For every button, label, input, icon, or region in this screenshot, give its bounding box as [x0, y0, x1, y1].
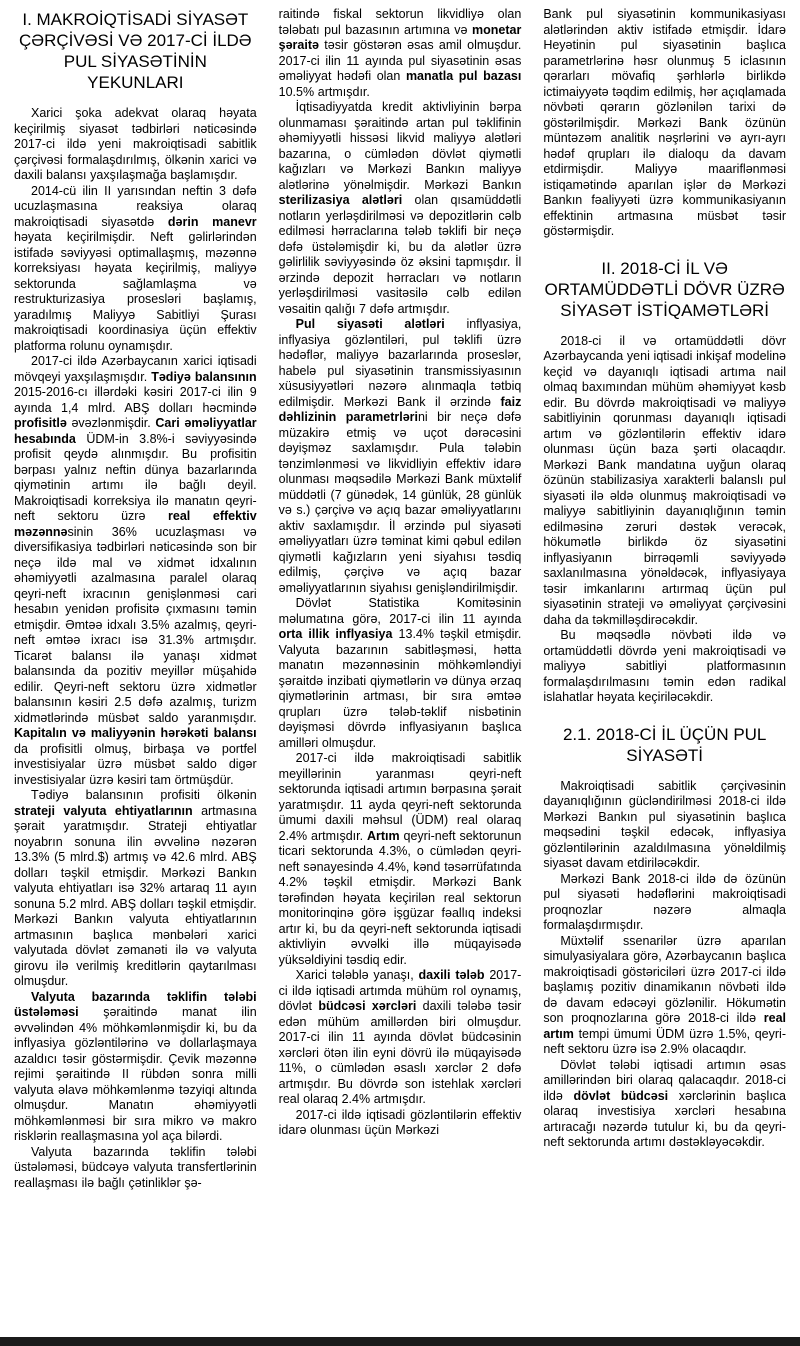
paragraph: 2017-ci ildə makroiqtisadi sabitlik meyillərinin yaranması qeyri-neft sektorunda iqtisadi artımın bərpasına şərait yaratmışdır. 11 ayda qeyri-neft sektorunda ümumi daxili məhsul (ÜDM) real olaraq 2.4% artmışdır. Artım qeyri-neft sektorunun ticari sektorunda 4.3%, o cümlədən qeyri-neft sənayesində 4.4%, kənd təsərrüfatında 4.2% təşkil etmişdir. Mərkəzi Bank tərəfindən həyata keçirilən real sektorun monitorinqinə görə işgüzar fəallıq indeksi artır ki, bu da qeyri-neft sektorunda iqtisadi aktivliyin əvvəlki illə müqayisədə yüksəldiyini təsdiq edir. — [278, 751, 522, 967]
column-2 — [279, 7, 522, 1191]
paragraph: Tədiyə balansının profisiti ölkənin strateji valyuta ehtiyatlarının artmasına şərait yaratmışdır. Strateji ehtiyatlar noyabrın sonuna ilin əvvəlinə nəzərən 13.3% (5 mlrd.$) artmış və 42.6 mlrd. ABŞ dolları təşkil etmişdir. Mərkəzi Bankın valyuta ehtiyatları isə 32% artaraq 11 ayın sonuna 5.2 mlrd. ABŞ dolları təşkil etmişdir. Mərkəzi Bankın valyuta ehtiyatlarının artmasının başlıca mənbələri xarici valyutada dövlət zəmanəti ilə və valyuta girovu ilə verilmiş kreditlərin qaytarılması olmuşdur. — [14, 788, 257, 988]
paragraph: 2018-ci il və ortamüddətli dövr Azərbaycanda yeni iqtisadi inkişaf modelinə keçid və dayanıqlı iqtisadi artıma nail olmaq baxımından mühüm əhəmiyyət kəsb edir. Bu dövrdə makroiqtisadi və maliyyə sabitliyinin qorunması dayanıqlı iqtisadi artım və gözləntilərin effektiv idarə olunması üçün baza şərti olacaqdır. Mərkəzi Bank mandatına uyğun olaraq özünün stabilizasiya xarakterli balanslı pul siyasəti ilə əldə olunmuş makroiqtisadi və maliyyə sabitliyinin dayanıqlığının təmin edilməsinə zəruri dəstək verəcək, hökumətlə birlikdə öz siyasətini inflyasiyanın birrəqəmli səviyyədə saxlanılmasına yönəldəcək, inflyasiyaya təsir imkanlarını artırmaq üçün pul siyasətinin strateji və əməliyyat çərçivəsini daha da təkmilləşdirəcəkdir. — [543, 333, 786, 627]
paragraph: Dövlət Statistika Komitəsinin məlumatına görə, 2017-ci ilin 11 ayında orta illik inflyasiya 13.4% təşkil etmişdir. Valyuta bazarının sabitləşməsi, hətta manatın məzənnəsinin möhkəmləndiyi şəraitdə inzibati qiymətlərin və dünya ərzaq qiymətlərinin artması, bir sıra əmtəə qrupları üzrə tələb-təklif nisbətinin dəyişməsi dövrdə inflyasiyanın başlıca amilləri olmuşdur. — [278, 596, 522, 750]
paragraph-continuation: Bank pul siyasətinin kommunikasiyası alətlərindən aktiv istifadə etmişdir. İdarə Heyətinin pul siyasətinin başlıca parametrlərinə həsr olunmuş 5 iclasının qərarları mövafiq şərhlərlə birlikdə ictimaiyyətə təqdim edilmiş, hər açıqlamada növbəti qərarın gözlənilən tarixi də göstərilmişdir. Mərkəzi Bank özünün müntəzəm analitik nəşrlərini və ayrı-ayrı hədəf qrupları ilə dialoqu da davam etdirmişdir. Maliyyə maariflənməsi istiqamətində aparılan işlər də Mərkəzi Bankın fəaliyyəti üzrə kommunikasiyanın effektinin artmasına müsbət təsir göstərmişdir. — [543, 7, 786, 238]
paragraph: Xarici tələblə yanaşı, daxili tələb 2017-ci ildə iqtisadi artımda mühüm rol oynamış, dövlət büdcəsi xərcləri daxili tələbə təsir edən mühüm amillərdən biri olmuşdur. 2017-ci ilin 11 ayında dövlət büdcəsinin xərcləri ötən ilin eyni dövrü ilə müqayisədə 11%, o cümlədən əsaslı xərclər 2 dəfə artmışdır. Bu dövrdə son istehlak xərcləri real olaraq 2.4% artmışdır. — [278, 968, 522, 1106]
paragraph: Makroiqtisadi sabitlik çərçivəsinin dayanıqlığının gücləndirilməsi 2018-ci ildə Mərkəzi Bankın pul siyasətinin başlıca məqsədini təşkil edəcək, inflyasiya gözləntilərinin azaldılmasına yönəldilmiş siyasət davam etdiriləcəkdir. — [543, 778, 786, 870]
paragraph-continuation: raitində fiskal sektorun likvidliyə olan tələbatı pul bazasının artımına və monetar şəraitə təsir göstərən əsas amil olmuşdur. 2017-ci ilin 11 ayında pul siyasətinin əsas əməliyyat hədəfi olan manatla pul bazası 10.5% artmışdır. — [278, 7, 522, 99]
section-heading-1: I. MAKROİQTİSADİ SİYASƏT ÇƏRÇİVƏSİ VƏ 2017-Cİ İLDƏ PUL SİYASƏTİNİN YEKUNLARI — [19, 10, 252, 92]
paragraph: Xarici şoka adekvat olaraq həyata keçirilmiş siyasət tədbirləri nəticəsində 2017-ci ildə yeni makroiqtisadi sabitlik çərçivəsi formalaşdırılmış, ölkənin xarici və daxili balansı yaxşılaşmağa başlamışdır. — [14, 106, 257, 182]
paragraph: 2014-cü ilin II yarısından neftin 3 dəfə ucuzlaşmasına reaksiya olaraq makroiqtisadi siyasətdə dərin manevr həyata keçirilmişdir. Neft gəlirlərindən istifadə səviyyəsi optimallaşmış, məzənnə korreksiyası həyata keçirilmiş, maliyyə sektorunda sağlamlaşma və restrukturizasiya prosesləri başlamış, yaradılmış Maliyyə Sabitliyi Şurası makroiqtisadi koordinasiya üçün effektiv platforma rolunu oynamışdır. — [14, 183, 257, 353]
column-3 — [543, 7, 786, 1191]
paragraph: İqtisadiyyatda kredit aktivliyinin bərpa olunmaması şəraitində artan pul təklifinin əhəmiyyətli hissəsi likvid maliyyə alətləri bazarına, o cümlədən dövlət qiymətli kağızları və Mərkəzi Bankın maliyyə alətlərinə yönəlmişdir. Mərkəzi Bankın sterilizasiya alətləri olan qısamüddətli notların yerləşdirilməsi və depozitlərin cəlb edilməsi hərraclarına tələb təklifi bir neçə dəfə üstələmişdir ki, bu da alətlər üzrə gəlirlilik səviyyəsində öz əksini tapmışdır. İl ərzində depozit hərracları və notların yerləşdirilməsi vasitəsilə cəlb edilən vəsaitin qalığı 7 dəfə artmışdır. — [278, 100, 522, 316]
section-heading-2: II. 2018-Cİ İL VƏ ORTAMÜDDƏTLİ DÖVR ÜZRƏ SİYASƏT İSTİQAMƏTLƏRİ — [544, 258, 785, 320]
section-heading-2-1: 2.1. 2018-Cİ İL ÜÇÜN PUL SİYASƏTİ — [562, 724, 767, 765]
paragraph: 2017-ci ildə iqtisadi gözləntilərin effektiv idarə olunması üçün Mərkəzi — [278, 1107, 522, 1137]
paragraph: Mərkəzi Bank 2018-ci ildə də özünün pul siyasəti hədəflərini makroiqtisadi proqnozlar nəzərə almaqla formalaşdırmışdır. — [543, 871, 786, 932]
paragraph: Bu məqsədlə növbəti ildə və ortamüddətli dövrdə yeni makroiqtisadi və maliyyə sabitliyi platformasının formalaşdırılmasını təmin edən radikal islahatlar həyata keçiriləcəkdir. — [543, 628, 786, 704]
footer-bar — [0, 1337, 800, 1346]
paragraph: Müxtəlif ssenarilər üzrə aparılan simulyasiyalara görə, Azərbaycanın başlıca makroiqtisadi göstəriciləri üzrə 2017-ci ildə başlamış pozitiv dinamikanın növbəti ildə də davam edəcəyi gözlənilir. Hökumətin son proqnozlarına görə 2018-ci ildə real artım tempi ümumi ÜDM üzrə 1.5%, qeyri-neft sektoru üzrə isə 2.9% olacaqdır. — [543, 933, 786, 1056]
paragraph: 2017-ci ildə Azərbaycanın xarici iqtisadi mövqeyi yaxşılaşmışdır. Tədiyə balansının 2015-2016-cı illərdəki kəsiri 2017-ci ilin 9 ayında 1,4 mlrd. ABŞ dolları həcmində profisitlə əvəzlənmişdir. Cari əməliyyatlar hesabında ÜDM-in 3.8%-i səviyyəsində profisit qeydə alınmışdır. Bu profisitin bərpası yalnız neftin dünya bazarlarında qiymətinin artımı ilə bağlı deyil. Makroiqtisadi korreksiya ilə manatın qeyri-neft sektoru üzrə real effektiv məzənnəsinin 36% ucuzlaşması və diversifikasiya tədbirləri nəticəsində son bir neçə ildə mal və xidmət idxalının əhəmiyyətli azalmasına paralel olaraq qeyri-neft ixracının genişlənməsi cari hesabın yenidən profisitə çıxmasını təmin etmişdir. Əmtəə idxalı 3.5% azalmış, qeyri-neft əmtəə ixracı isə 31.3% artmışdır. Ticarət balansı ilə yanaşı xidmət balansında da pozitiv meyillər müşahidə edilir. Qeyri-neft sektoru üzrə xidmətlər balansının kəsiri 2.5 dəfə azalmış, turizm xidmətlərində müsbət saldo yaranmışdır. Kapitalın və maliyyənin hərəkəti balansı da profisitli olmuş, birbaşa və portfel investisiyalar üzrə müsbət saldo digər investisiyalar üzrə kəsiri tam örtmüşdür. — [14, 354, 257, 787]
paragraph: Dövlət tələbi iqtisadi artımın əsas amillərindən biri olaraq qalacaqdır. 2018-ci ildə dövlət büdcəsi xərclərinin başlıca olaraq investisiya xərcləri hesabına artıracağı nəzərdə tutulur ki, bu da qeyri-neft sektorunda artımı dəstəkləyəcəkdir. — [543, 1057, 787, 1149]
paragraph: Pul siyasəti alətləri inflyasiya, inflyasiya gözləntiləri, pul təklifi üzrə hədəflər, maliyyə bazarlarında proseslər, habelə pul siyasətinin transmissiyasının xüsusiyyətləri nəzərə alınmaqla tətbiq edilmişdir. Mərkəzi Bank il ərzində faiz dəhlizinin parametrlərini bir neçə dəfə müzakirə etmiş və uçot dərəcəsini dəyişməz saxlamışdır. Pula tələbin tənzimlənməsi və likvidliyin effektiv idarə olunması məqsədilə Mərkəzi Bank müxtəlif müddətli (7 günədək, 14 günlük, 28 günlük və s.) çərçivə və açıq bazar əməliyyatlarını aktiv saxlamışdır. İl ərzində pul siyasəti əməliyyatları üzrə təminat kimi qəbul edilən qiymətli kağızların yeni siyahısı təsdiq edilmiş, çərçivə və açıq bazar əməliyyatlarının siyahısı genişləndirilmişdir. — [278, 317, 522, 595]
column-1 — [14, 7, 257, 1191]
paragraph: Valyuta bazarında təklifin tələbi üstələməsi şəraitində manat ilin əvvəlindən 4% möhkəmlənmişdir ki, bu da inflyasiya gözləntilərinə və dollarlaşmaya azaldıcı təsir göstərmişdir. Çevik məzənnə rejimi şəraitində II rübdən sonra milli valyuta əlavə möhkəmlənmə təzyiqi altında olmuşdur. Manatın əhəmiyyətli möhkəmlənməsi bir sıra mikro və makro risklərin reallaşmasına yol aça bilərdi. — [14, 989, 257, 1143]
paragraph: Valyuta bazarında təklifin tələbi üstələməsi, büdcəyə valyuta transfertlərinin reallaşması ilə bağlı çətinliklər şə- — [14, 1144, 257, 1190]
